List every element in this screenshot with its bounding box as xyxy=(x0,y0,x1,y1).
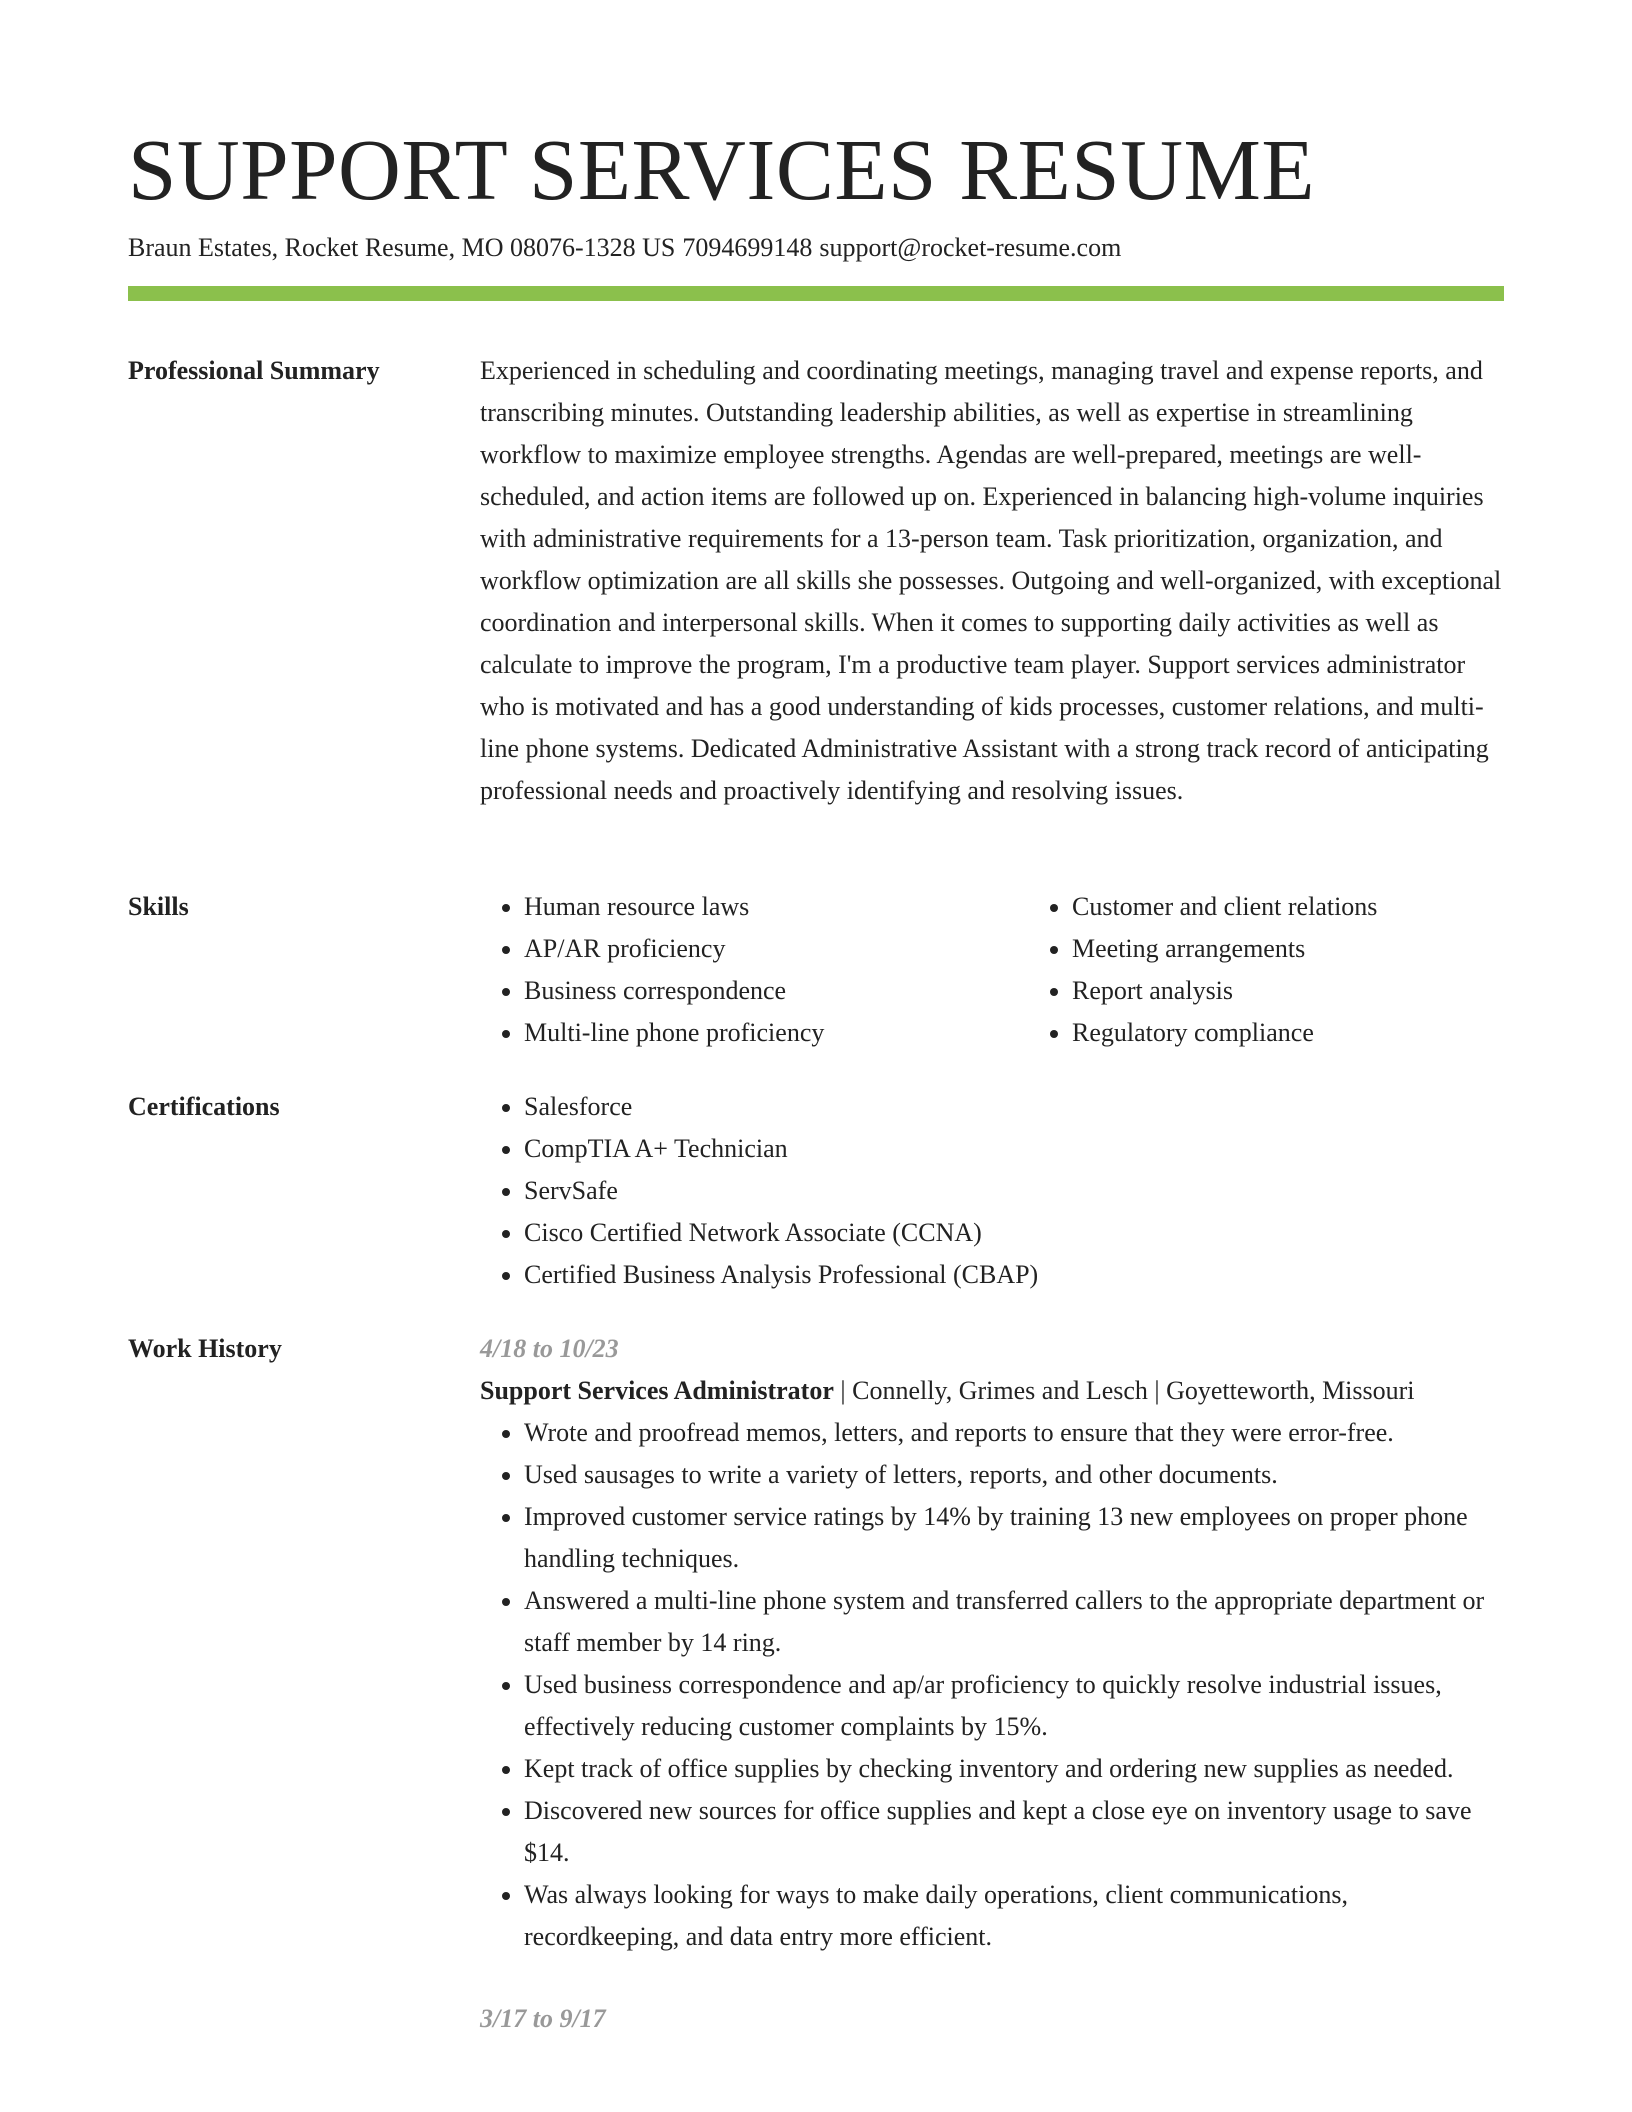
list-item: • Multi-line phone proficiency xyxy=(524,1012,1028,1054)
work-history-body xyxy=(480,1328,1504,2040)
certifications-body xyxy=(480,1086,1504,1296)
accent-divider xyxy=(128,286,1504,301)
skills-label: Skills xyxy=(128,892,189,921)
list-item: • Human resource laws xyxy=(524,886,1028,928)
list-item: • Improved customer service ratings by 14% by training 13 new employees on proper phone handling techniques. xyxy=(524,1496,1504,1580)
contact-email: support@rocket-resume.com xyxy=(819,233,1122,262)
certifications-list xyxy=(480,1086,1504,1296)
summary-body xyxy=(480,350,1504,812)
list-item: • Business correspondence xyxy=(524,970,1028,1012)
list-item: • Used sausages to write a variety of letters, reports, and other documents. xyxy=(524,1454,1504,1496)
list-item: • CompTIA A+ Technician xyxy=(524,1128,1504,1170)
resume-title: SUPPORT SERVICES RESUME xyxy=(128,121,1316,218)
list-item: • Wrote and proofread memos, letters, and reports to ensure that they were error-free. xyxy=(524,1412,1504,1454)
list-item: • Certified Business Analysis Professional (CBAP) xyxy=(524,1254,1504,1296)
list-item: • Was always looking for ways to make daily operations, client communications, recordkeeping, and data entry more efficient. xyxy=(524,1874,1504,1958)
summary-text: Experienced in scheduling and coordinating meetings, managing travel and expense reports, and transcribing minutes. Outstanding leadership abilities, as well as expertise in streamlining workflow to maximize employee strengths. Agendas are well-prepared, meetings are well-scheduled, and action items are followed up on. Experienced in balancing high-volume inquiries with administrative requirements for a 13-person team. Task prioritization, organization, and workflow optimization are all skills she possesses. Outgoing and well-organized, with exceptional coordination and interpersonal skills. When it comes to supporting daily activities as well as calculate to improve the program, I'm a productive team player. Support services administrator who is motivated and has a good understanding of kids processes, customer relations, and multi-line phone systems. Dedicated Administrative Assistant with a strong track record of anticipating professional needs and proactively identifying and resolving issues. xyxy=(480,356,1502,805)
job-title: Support Services Administrator xyxy=(480,1376,834,1405)
work-history-label: Work History xyxy=(128,1334,282,1363)
summary-label: Professional Summary xyxy=(128,356,380,385)
skills-grid xyxy=(480,886,1504,1054)
list-item: • AP/AR proficiency xyxy=(524,928,1028,970)
list-item: • ServSafe xyxy=(524,1170,1504,1212)
list-item: • Meeting arrangements xyxy=(1072,928,1576,970)
list-item: • Answered a multi-line phone system and transferred callers to the appropriate department or staff member by 14 ring. xyxy=(524,1580,1504,1664)
list-item: • Discovered new sources for office supplies and kept a close eye on inventory usage to save $14. xyxy=(524,1790,1504,1874)
list-item: • Kept track of office supplies by checking inventory and ordering new supplies as needed. xyxy=(524,1748,1504,1790)
list-item: • Customer and client relations xyxy=(1072,886,1576,928)
job-bullets xyxy=(480,1412,1504,1958)
list-item: • Regulatory compliance xyxy=(1072,1012,1576,1054)
job-dates: 4/18 to 10/23 xyxy=(480,1334,619,1363)
certifications-label: Certifications xyxy=(128,1092,280,1121)
contact-address: Braun Estates, Rocket Resume, MO 08076-1328 US xyxy=(128,233,676,262)
skills-column-2 xyxy=(1028,886,1576,1054)
job-dates: 3/17 to 9/17 xyxy=(480,2004,606,2033)
list-item: • Salesforce xyxy=(524,1086,1504,1128)
skills-column-1 xyxy=(480,886,1028,1054)
contact-line xyxy=(128,230,1121,266)
list-item: • Used business correspondence and ap/ar proficiency to quickly resolve industrial issues, effectively reducing customer complaints by 15%. xyxy=(524,1664,1504,1748)
list-item: • Report analysis xyxy=(1072,970,1576,1012)
contact-phone: 7094699148 xyxy=(682,233,813,262)
list-item: • Cisco Certified Network Associate (CCNA) xyxy=(524,1212,1504,1254)
job-heading xyxy=(480,1370,1504,1412)
job-details: | Connelly, Grimes and Lesch | Goyetteworth, Missouri xyxy=(833,1376,1415,1405)
